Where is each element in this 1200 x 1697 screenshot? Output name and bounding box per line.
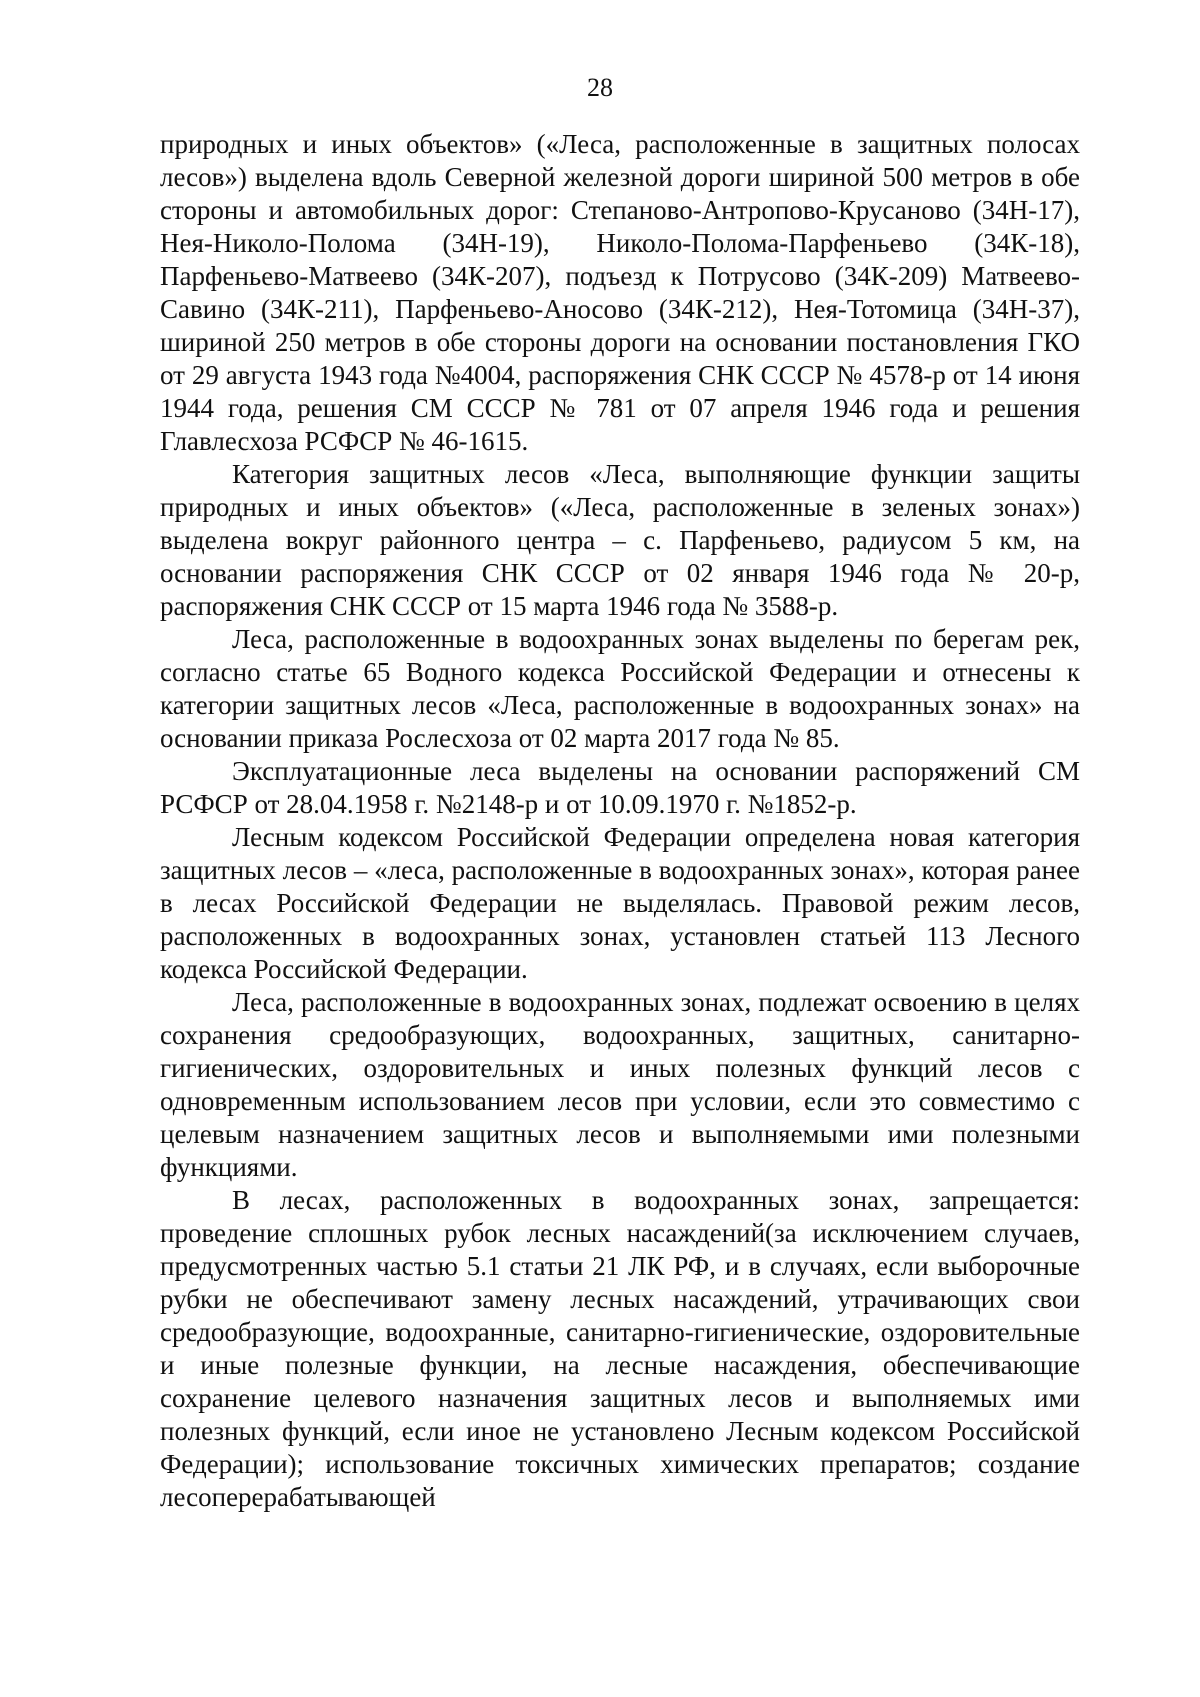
paragraph-green-zones: Категория защитных лесов «Леса, выполняющие функции защиты природных и иных объектов» («Леса, расположенные в зеленых зонах») выделена вокруг районного центра – с. Парфеньево, радиусом 5 км, на основании распоряжения СНК СССР от 02 января 1946 года № 20-р, распоряжения СНК СССР от 15 марта 1946 года № 3588-р.	[160, 459, 1080, 621]
document-body	[160, 128, 1080, 1514]
page-number: 28	[587, 73, 613, 102]
paragraph-protective-strips: природных и иных объектов» («Леса, расположенные в защитных полосах лесов») выделена вдоль Северной железной дороги шириной 500 метров в обе стороны и автомобильных дорог: Степаново-Антропово-Крусаново (34Н-17), Нея-Николо-Полома (34Н-19), Николо-Полома-Парфеньево (34К-18), Парфеньево-Матвеево (34К-207), подъезд к Потрусово (34К-209) Матвеево-Савино (34К-211), Парфеньево-Аносово (34К-212), Нея-Тотомица (34Н-37), шириной 250 метров в обе стороны дороги на основании постановления ГКО от 29 августа 1943 года №4004, распоряжения СНК СССР № 4578-р от 14 июня 1944 года, решения СМ СССР № 781 от 07 апреля 1946 года и решения Главлесхоза РСФСР № 46-1615.	[160, 129, 1080, 456]
paragraph-forest-code-category: Лесным кодексом Российской Федерации определена новая категория защитных лесов – «леса, расположенные в водоохранных зонах», которая ранее в лесах Российской Федерации не выделялась. Правовой режим лесов, расположенных в водоохранных зонах, установлен статьей 113 Лесного кодекса Российской Федерации.	[160, 822, 1080, 984]
paragraph-exploitation-forests: Эксплуатационные леса выделены на основании распоряжений СМ РСФСР от 28.04.1958 г. №2148-р и от 10.09.1970 г. №1852-р.	[160, 756, 1080, 819]
paragraph-development-conditions: Леса, расположенные в водоохранных зонах, подлежат освоению в целях сохранения средообразующих, водоохранных, защитных, санитарно-гигиенических, оздоровительных и иных полезных функций лесов с одновременным использованием лесов при условии, если это совместимо с целевым назначением защитных лесов и выполняемыми ими полезными функциями.	[160, 987, 1080, 1182]
paragraph-water-protection-zones: Леса, расположенные в водоохранных зонах выделены по берегам рек, согласно статье 65 Водного кодекса Российской Федерации и отнесены к категории защитных лесов «Леса, расположенные в водоохранных зонах» на основании приказа Рослесхоза от 02 марта 2017 года № 85.	[160, 624, 1080, 753]
paragraph-prohibitions: В лесах, расположенных в водоохранных зонах, запрещается: проведение сплошных рубок лесных насаждений(за исключением случаев, предусмотренных частью 5.1 статьи 21 ЛК РФ, и в случаях, если выборочные рубки не обеспечивают замену лесных насаждений, утрачивающих свои средообразующие, водоохранные, санитарно-гигиенические, оздоровительные и иные полезные функции, на лесные насаждения, обеспечивающие сохранение целевого назначения защитных лесов и выполняемых ими полезных функций, если иное не установлено Лесным кодексом Российской Федерации); использование токсичных химических препаратов; создание лесоперерабатывающей	[160, 1185, 1080, 1512]
